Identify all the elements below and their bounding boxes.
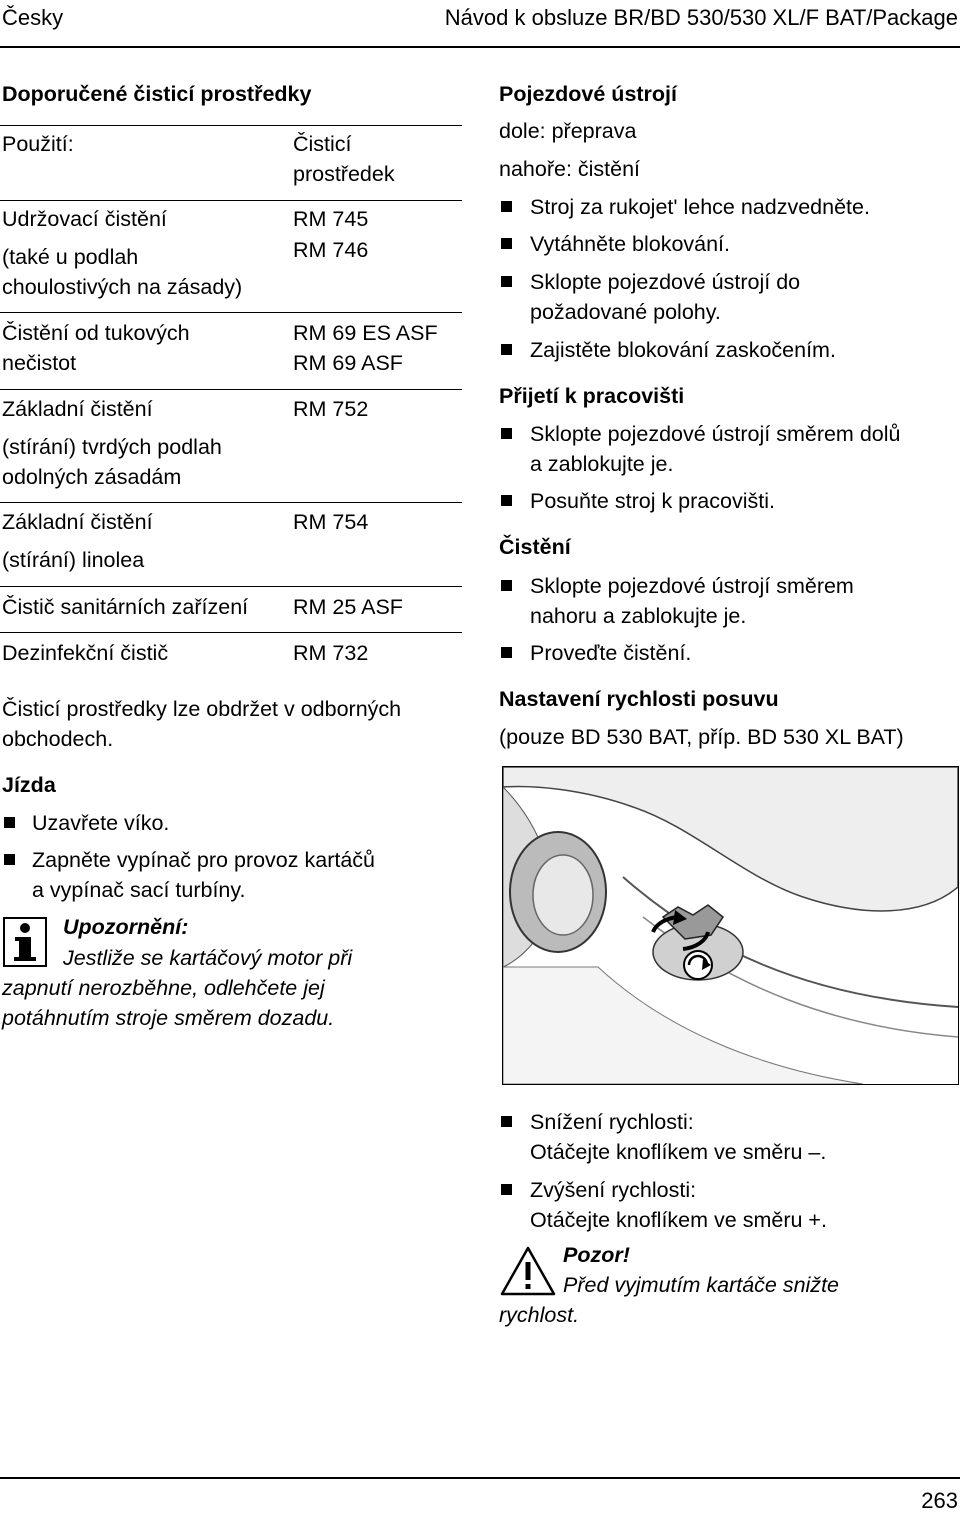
table-title: Doporučené čisticí prostředky	[2, 82, 312, 106]
list-item: požadované polohy.	[530, 300, 721, 324]
list-item: Sklopte pojezdové ústrojí směrem dolů	[530, 422, 901, 446]
list-item: Zvýšení rychlosti:	[530, 1178, 697, 1202]
section-title-cleaning: Čistění	[499, 535, 571, 559]
row-agent: RM 752	[293, 397, 369, 421]
row-use: Čistění od tukových	[2, 321, 190, 345]
warning-triangle-icon	[500, 1246, 556, 1296]
header-rule	[0, 46, 960, 48]
warning-title: Pozor!	[563, 1243, 630, 1267]
table-rule	[0, 312, 462, 313]
section-title-drive: Jízda	[2, 773, 56, 797]
list-item: Uzavřete víko.	[32, 811, 170, 835]
list-item: Otáčejte knoflíkem ve směru +.	[530, 1208, 827, 1232]
section-title-workplace: Přijetí k pracovišti	[499, 384, 685, 408]
row-agent: RM 732	[293, 641, 369, 665]
note-text: Čisticí prostředky lze obdržet v odborných	[2, 697, 402, 721]
square-bullet-icon	[501, 580, 512, 591]
list-item: a zablokujte je.	[530, 452, 674, 476]
square-bullet-icon	[501, 276, 512, 287]
info-text: zapnutí nerozběhne, odlehčete jej	[2, 976, 325, 1000]
list-item: Sklopte pojezdové ústrojí do	[530, 270, 801, 294]
square-bullet-icon	[501, 495, 512, 506]
row-use: odolných zásadám	[2, 465, 182, 489]
row-use: Udržovací čistění	[2, 207, 167, 231]
row-use: Základní čistění	[2, 397, 153, 421]
speed-knob-illustration	[502, 766, 959, 1085]
square-bullet-icon	[501, 428, 512, 439]
page-number: 263	[921, 1488, 958, 1513]
info-title: Upozornění:	[63, 915, 189, 939]
square-bullet-icon	[501, 1184, 512, 1195]
list-item: nahoru a zablokujte je.	[530, 604, 747, 628]
row-use: Dezinfekční čistič	[2, 641, 169, 665]
header-manual-title: Návod k obsluze BR/BD 530/530 XL/F BAT/Package	[444, 5, 958, 30]
row-agent: RM 745	[293, 207, 369, 231]
square-bullet-icon	[4, 854, 15, 865]
section-title-speed: Nastavení rychlosti posuvu	[499, 687, 779, 711]
table-rule	[0, 632, 462, 633]
table-head-use: Použití:	[2, 132, 74, 156]
row-use: (stírání) tvrdých podlah	[2, 435, 222, 459]
chassis-text: nahoře: čistění	[499, 157, 641, 181]
chassis-text: dole: přeprava	[499, 119, 637, 143]
square-bullet-icon	[501, 1116, 512, 1127]
row-use: Základní čistění	[2, 510, 153, 534]
section-title-chassis: Pojezdové ústrojí	[499, 82, 678, 106]
square-bullet-icon	[4, 817, 15, 828]
square-bullet-icon	[501, 647, 512, 658]
row-agent: RM 69 ES ASF	[293, 321, 438, 345]
row-use: nečistot	[2, 351, 77, 375]
footer-rule	[0, 1477, 960, 1479]
row-use: choulostivých na zásady)	[2, 275, 243, 299]
info-text: potáhnutím stroje směrem dozadu.	[2, 1006, 335, 1030]
list-item: Posuňte stroj k pracovišti.	[530, 489, 775, 513]
row-agent: RM 25 ASF	[293, 595, 403, 619]
list-item: Snížení rychlosti:	[530, 1110, 694, 1134]
info-icon	[3, 917, 47, 967]
row-agent: RM 69 ASF	[293, 351, 403, 375]
table-rule	[0, 125, 462, 126]
info-text: Jestliže se kartáčový motor při	[63, 946, 353, 970]
speed-subtitle: (pouze BD 530 BAT, příp. BD 530 XL BAT)	[499, 725, 904, 749]
list-item: Sklopte pojezdové ústrojí směrem	[530, 574, 854, 598]
table-rule	[0, 389, 462, 390]
table-rule	[0, 200, 462, 201]
list-item: Otáčejte knoflíkem ve směru –.	[530, 1140, 827, 1164]
table-head-agent-1: Čisticí	[293, 132, 352, 156]
row-agent: RM 754	[293, 510, 369, 534]
list-item: Vytáhněte blokování.	[530, 232, 731, 256]
square-bullet-icon	[501, 201, 512, 212]
list-item: a vypínač sací turbíny.	[32, 878, 246, 902]
header-language: Česky	[2, 5, 64, 30]
row-use: Čistič sanitárních zařízení	[2, 595, 249, 619]
table-rule	[0, 502, 462, 503]
row-use: (stírání) linolea	[2, 548, 145, 572]
warning-text: Před vyjmutím kartáče snižte	[563, 1273, 840, 1297]
square-bullet-icon	[501, 238, 512, 249]
list-item: Stroj za rukojet' lehce nadzvedněte.	[530, 195, 870, 219]
table-head-agent-2: prostředek	[293, 162, 395, 186]
list-item: Zajistěte blokování zaskočením.	[530, 338, 836, 362]
list-item: Zapněte vypínač pro provoz kartáčů	[32, 848, 375, 872]
warning-text: rychlost.	[499, 1303, 580, 1327]
list-item: Proveďte čistění.	[530, 641, 692, 665]
note-text: obchodech.	[2, 727, 114, 751]
square-bullet-icon	[501, 344, 512, 355]
row-agent: RM 746	[293, 238, 369, 262]
row-use: (také u podlah	[2, 245, 139, 269]
table-rule	[0, 586, 462, 587]
